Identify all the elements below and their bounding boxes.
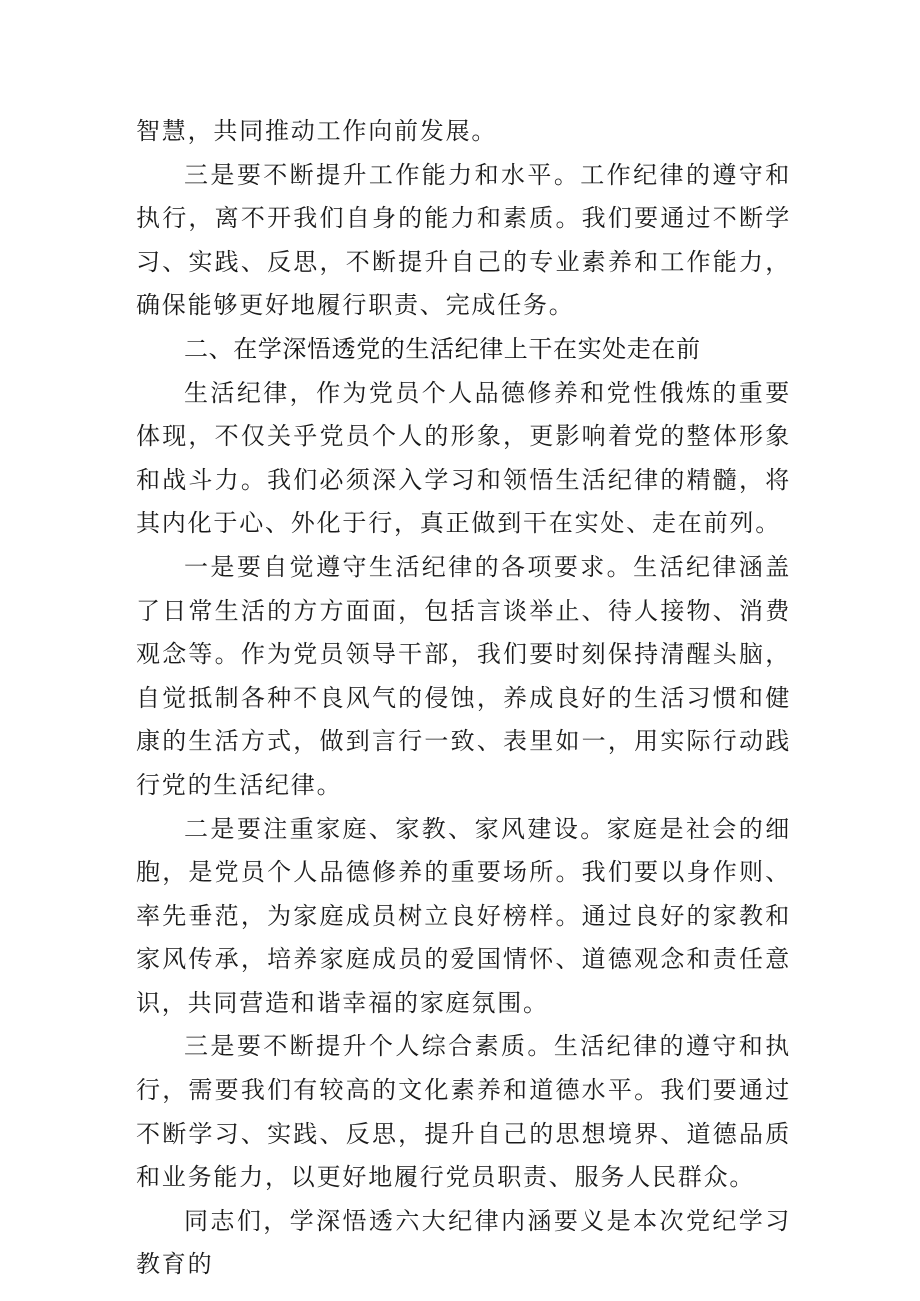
paragraph-point-two: 二是要注重家庭、家教、家风建设。家庭是社会的细胞，是党员个人品德修养的重要场所。我们要以身作则、率先垂范，为家庭成员树立良好榜样。通过良好的家教和家风传承，培养家庭成员的爱国情怀、道德观念和责任意识，共同营造和谐幸福的家庭氛围。 (136, 814, 791, 1017)
paragraph-continuation: 智慧，共同推动工作向前发展。 (136, 117, 498, 145)
paragraph-life-discipline-intro: 生活纪律，作为党员个人品德修养和党性俄炼的重要体现，不仅关乎党员个人的形象，更影响着党的整体形象和战斗力。我们必须深入学习和领悟生活纪律的精髓，将其内化于心、外化于行，真正做到干在实处、走在前列。 (136, 378, 791, 538)
paragraph-point-three: 三是要不断提升个人综合素质。生活纪律的遵守和执行，需要我们有较高的文化素养和道德水平。我们要通过不断学习、实践、反思，提升自己的思想境界、道德品质和业务能力，以更好地履行党员职责、服务人民群众。 (136, 1032, 791, 1192)
paragraph-closing: 同志们，学深悟透六大纪律内涵要义是本次党纪学习教育的 (136, 1206, 791, 1279)
paragraph-point-one: 一是要自觉遵守生活纪律的各项要求。生活纪律涵盖了日常生活的方方面面，包括言谈举止、待人接物、消费观念等。作为党员领导干部，我们要时刻保持清醒头脑，自觉抵制各种不良风气的侵蚀，养成良好的生活习惯和健康的生活方式，做到言行一致、表里如一，用实际行动践行党的生活纪律。 (136, 552, 791, 799)
paragraph-work-ability: 三是要不断提升工作能力和水平。工作纪律的遵守和执行，离不开我们自身的能力和素质。我们要通过不断学习、实践、反思，不断提升自己的专业素养和工作能力，确保能够更好地履行职责、完成任务。 (136, 160, 791, 320)
section-heading-life-discipline: 二、在学深悟透党的生活纪律上干在实处走在前 (184, 334, 701, 363)
document-body (136, 110, 791, 1287)
